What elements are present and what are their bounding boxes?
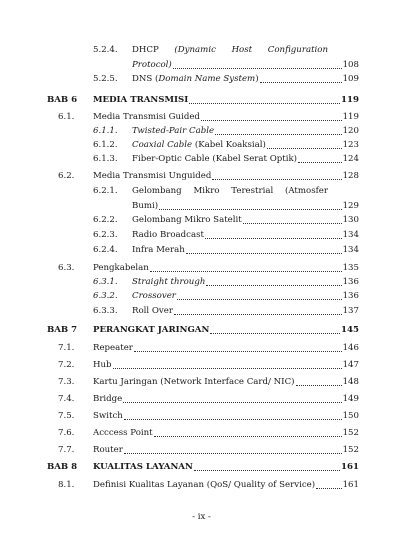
toc-page-number: 149 xyxy=(342,394,359,404)
toc-entry-number: 7.7. xyxy=(58,445,75,455)
leader-dots xyxy=(113,368,342,369)
toc-page-number: 136 xyxy=(342,291,359,301)
toc-entry-title-line1: Gelombang Mikro Terestrial (Atmosfer xyxy=(132,186,328,196)
toc-entry-title: Bridge xyxy=(93,394,123,404)
chapter-number: BAB 8 xyxy=(47,462,78,472)
leader-dots xyxy=(260,82,342,83)
toc-page-number: 119 xyxy=(341,95,359,105)
toc-entry-title: Kartu Jaringan (Network Interface Card/ NIC) xyxy=(93,377,295,387)
toc-entry-title: Twisted-Pair Cable xyxy=(132,126,215,136)
toc-entry-number: 6.3.3. xyxy=(93,306,118,316)
chapter-title: PERANGKAT JARINGAN xyxy=(93,325,210,335)
leader-dots xyxy=(150,271,342,272)
toc-page-number: 161 xyxy=(341,462,359,472)
toc-entry-number: 7.3. xyxy=(58,377,75,387)
toc-entry-title: Pengkabelan xyxy=(93,263,149,273)
leader-dots xyxy=(296,385,342,386)
toc-entry-number: 6.3.1. xyxy=(93,277,118,287)
toc-entry-number: 7.2. xyxy=(58,360,75,370)
leader-dots xyxy=(243,223,342,224)
toc-page-number: 152 xyxy=(342,428,359,438)
toc-page-number: 145 xyxy=(341,325,359,335)
toc-entry-title: Straight through xyxy=(132,277,206,287)
toc-page-number: 161 xyxy=(342,480,359,490)
toc-page-number: 109 xyxy=(342,74,359,84)
toc-entry-title: Switch xyxy=(93,411,123,421)
toc-entry-title: Acccess Point xyxy=(93,428,153,438)
toc-entry-number: 6.1. xyxy=(58,112,75,122)
leader-dots xyxy=(159,209,341,210)
leader-dots xyxy=(215,134,342,135)
toc-entry-number: 6.2.4. xyxy=(93,245,118,255)
leader-dots xyxy=(124,453,342,454)
toc-entry-number: 6.1.3. xyxy=(93,154,118,164)
toc-entry-number: 7.1. xyxy=(58,343,75,353)
toc-entry-title: Media Transmisi Unguided xyxy=(93,171,212,181)
toc-entry-title: Media Transmisi Guided xyxy=(93,112,200,122)
toc-page-number: 119 xyxy=(342,112,359,122)
toc-entry-number: 6.1.2. xyxy=(93,140,118,150)
toc-entry-number: 7.4. xyxy=(58,394,75,404)
toc-entry-title-line2: Bumi) xyxy=(132,201,159,211)
chapter-number: BAB 6 xyxy=(47,95,78,105)
toc-entry-title: Coaxial Cable (Kabel Koaksial) xyxy=(132,140,266,150)
toc-entry-number: 5.2.5. xyxy=(93,74,118,84)
toc-entry-title: Crossover xyxy=(132,291,176,301)
toc-page-number: 152 xyxy=(342,445,359,455)
leader-dots xyxy=(212,179,341,180)
leader-dots xyxy=(205,238,342,239)
leader-dots xyxy=(154,436,342,437)
toc-page-number: 136 xyxy=(342,277,359,287)
toc-page-number: 129 xyxy=(342,201,359,211)
toc-entry-title: Repeater xyxy=(93,343,133,353)
leader-dots xyxy=(210,333,340,334)
chapter-title: MEDIA TRANSMISI xyxy=(93,95,189,105)
toc-page-number: 120 xyxy=(342,126,359,136)
toc-entry-title-line1: DHCP (Dynamic Host Configuration xyxy=(132,45,328,55)
toc-page-number: 134 xyxy=(342,230,359,240)
toc-entry-number: 6.1.1. xyxy=(93,126,118,136)
leader-dots xyxy=(267,148,342,149)
leader-dots xyxy=(124,419,342,420)
leader-dots xyxy=(123,402,341,403)
toc-entry-number: 7.6. xyxy=(58,428,75,438)
leader-dots xyxy=(186,253,342,254)
toc-page-number: 123 xyxy=(342,140,359,150)
chapter-title: KUALITAS LAYANAN xyxy=(93,462,193,472)
toc-entry-number: 6.3. xyxy=(58,263,75,273)
leader-dots xyxy=(298,162,342,163)
page-number-footer: - ix - xyxy=(192,512,211,522)
toc-entry-number: 5.2.4. xyxy=(93,45,118,55)
toc-page-number: 124 xyxy=(342,154,359,164)
toc-entry-title: DNS (Domain Name System) xyxy=(132,74,259,84)
toc-entry-title: Hub xyxy=(93,360,112,370)
toc-entry-title-line2: Protocol) xyxy=(132,60,172,70)
toc-entry-title: Infra Merah xyxy=(132,245,185,255)
toc-page-number: 108 xyxy=(342,60,359,70)
leader-dots xyxy=(189,103,340,104)
toc-entry-title: Router xyxy=(93,445,123,455)
leader-dots xyxy=(177,299,342,300)
toc-entry-number: 7.5. xyxy=(58,411,75,421)
toc-page-number: 135 xyxy=(342,263,359,273)
toc-entry-number: 8.1. xyxy=(58,480,75,490)
toc-entry-number: 6.2. xyxy=(58,171,75,181)
toc-entry-title: Definisi Kualitas Layanan (QoS/ Quality of Service) xyxy=(93,480,316,490)
toc-entry-title: Fiber-Optic Cable (Kabel Serat Optik) xyxy=(132,154,298,164)
toc-entry-number: 6.2.3. xyxy=(93,230,118,240)
toc-entry-number: 6.2.2. xyxy=(93,215,118,225)
leader-dots xyxy=(194,470,340,471)
toc-entry-title: Roll Over xyxy=(132,306,173,316)
leader-dots xyxy=(316,488,342,489)
toc-entry-title: Gelombang Mikro Satelit xyxy=(132,215,242,225)
leader-dots xyxy=(174,314,342,315)
toc-page-number: 134 xyxy=(342,245,359,255)
leader-dots xyxy=(173,68,342,69)
toc-entry-number: 6.2.1. xyxy=(93,186,118,196)
leader-dots xyxy=(201,120,342,121)
toc-entry-title: Radio Broadcast xyxy=(132,230,204,240)
toc-page-number: 150 xyxy=(342,411,359,421)
toc-entry-number: 6.3.2. xyxy=(93,291,118,301)
leader-dots xyxy=(134,351,342,352)
chapter-number: BAB 7 xyxy=(47,325,78,335)
leader-dots xyxy=(206,285,341,286)
toc-page-number: 128 xyxy=(342,171,359,181)
toc-page-number: 146 xyxy=(342,343,359,353)
toc-page-number: 130 xyxy=(342,215,359,225)
toc-page-number: 137 xyxy=(342,306,359,316)
toc-page-number: 148 xyxy=(342,377,359,387)
toc-page-number: 147 xyxy=(342,360,359,370)
